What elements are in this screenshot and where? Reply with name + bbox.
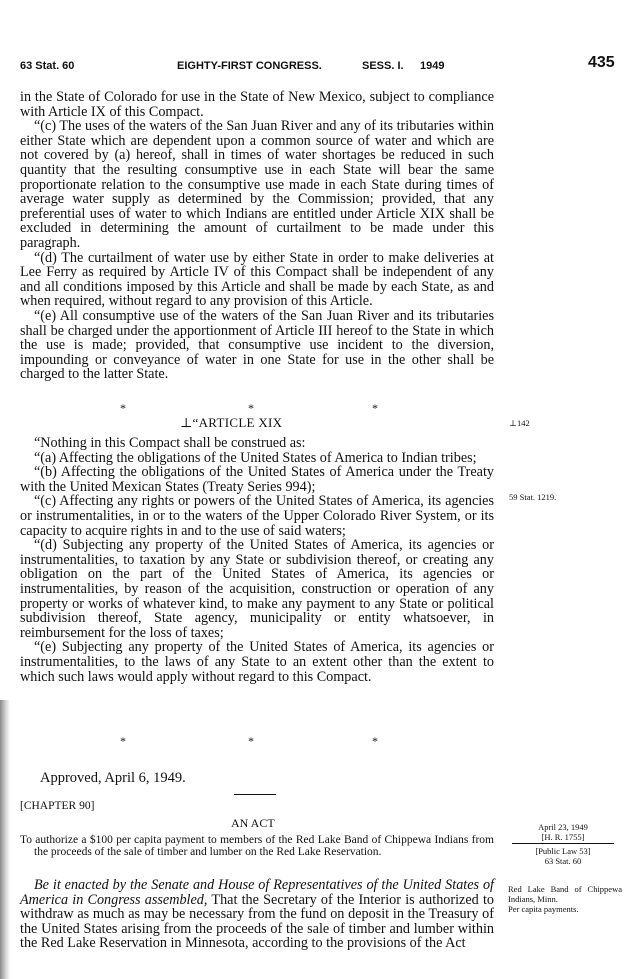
paragraph: “(c) Affecting any rights or powers of the United States of America, its agencies or instrumentalities, in or to the waters of the Upper Colorado River System, or its capacity to acquire rights in and to the use of said waters; <box>20 493 494 539</box>
text-block-top <box>20 90 494 382</box>
act-title-text: To authorize a $100 per capita payment to members of the Red Lake Band of Chippewa Indians from the proceeds of the sale of timber and lumber on the Red Lake Reservation. <box>20 834 494 858</box>
act-title <box>20 834 494 858</box>
article-heading: ⊥“ARTICLE XIX <box>180 415 283 430</box>
text-block-article <box>20 436 494 684</box>
star: * <box>248 401 254 415</box>
star: * <box>120 734 126 748</box>
star: * <box>120 401 126 415</box>
star: * <box>372 401 378 415</box>
paragraph: “(b) Affecting the obligations of the United States of America under the Treaty with the United Mexican States (Treaty Series 994); <box>20 464 494 495</box>
margin-subject-title: Red Lake Band of Chippewa Indians, Minn. <box>508 884 622 904</box>
paragraph: “(e) All consumptive use of the waters of the San Juan River and its tributaries shall be charged under the apportionment of Article III hereof to the State in which the use is made; provided, that consumptive use incident to the diversion, impounding or conveyance of water in one State for use in the other shall be charged to the latter State. <box>20 307 494 383</box>
ellipsis-stars <box>20 401 494 413</box>
header-citation: 63 Stat. 60 <box>20 60 75 72</box>
paragraph: “(d) The curtailment of water use by either State in order to make deliveries at Lee Ferry as required by Article IV of this Compact shall be independent of any and all conditions imposed by this Article and shall be made by each State, as and when required, without regard to any provision of this Article. <box>20 249 494 310</box>
margin-public-law: [Public Law 53] <box>535 846 591 856</box>
margin-subject <box>504 884 622 914</box>
star: * <box>372 734 378 748</box>
binding-shadow <box>0 700 10 979</box>
star: * <box>248 734 254 748</box>
enacting-italic: Be it enacted by the Senate and House of Representatives of the United States of America in Congress assembled, <box>20 877 494 908</box>
margin-subject-sub: Per capita payments. <box>508 904 579 914</box>
approval-line: Approved, April 6, 1949. <box>40 770 186 786</box>
paragraph: “Nothing in this Compact shall be construed as: <box>34 435 306 451</box>
margin-rule <box>512 843 614 844</box>
act-heading: AN ACT <box>231 816 275 830</box>
paragraph: “(e) Subjecting any property of the United States of America, its agencies or instrumentalities, to the laws of any State to an extent other than the extent to which such laws would apply without regard to this Compact. <box>20 639 494 685</box>
enacting-clause <box>20 878 494 951</box>
paragraph: “(c) The uses of the waters of the San Juan River and any of its tributaries within either State which are dependent upon a common source of water and which are not covered by (a) hereof, shall in times of water shortages be reduced in such quantity that the resulting consumptive use in each State will bear the same proportionate relation to the consumptive use made in each State during times of average water supply as determined by the Commission; provided, that any preferential uses of water to which Indians are entitled under Article XIX shall be excluded in determining the amount of curtailment to be made under this paragraph. <box>20 118 494 251</box>
ellipsis-stars <box>20 734 494 746</box>
margin-note-142: ⊥142 <box>509 418 530 428</box>
paragraph: “(a) Affecting the obligations of the United States of America to Indian tribes; <box>34 449 477 466</box>
header-year: 1949 <box>420 60 445 72</box>
margin-bill-info <box>504 822 622 866</box>
page-number: 435 <box>588 54 615 71</box>
divider-rule <box>234 794 276 795</box>
margin-note-stat: 59 Stat. 1219. <box>509 492 557 502</box>
margin-bill: [H. R. 1755] <box>541 832 585 842</box>
header-congress: EIGHTY-FIRST CONGRESS. <box>177 60 322 72</box>
header-session: SESS. I. <box>362 60 404 72</box>
margin-stat: 63 Stat. 60 <box>544 856 582 866</box>
paragraph: in the State of Colorado for use in the State of New Mexico, subject to compliance with Article IX of this Compact. <box>20 89 494 120</box>
margin-date: April 23, 1949 <box>538 822 588 832</box>
chapter-label: [CHAPTER 90] <box>20 800 95 812</box>
enacting-text: That the Secretary of the Interior is authorized to withdraw as much as may be necessary from the fund on deposit in the Treasury of the United States arising from the proceeds of the sale of timber and lumber within the Red Lake Reservation in Minnesota, according to the provisions of the Act <box>20 891 494 952</box>
paragraph: “(d) Subjecting any property of the United States of America, its agencies or instrumentalities, to taxation by any State or subdivision thereof, or creating any obligation on the part of the United States of America, its agencies or instrumentalities, by reason of the acquisition, construction or operation of any property or works of whatever kind, to make any payment to any State or political subdivision thereof, State agency, municipality or entity whatsoever, in reimbursement for the loss of taxes; <box>20 537 494 641</box>
